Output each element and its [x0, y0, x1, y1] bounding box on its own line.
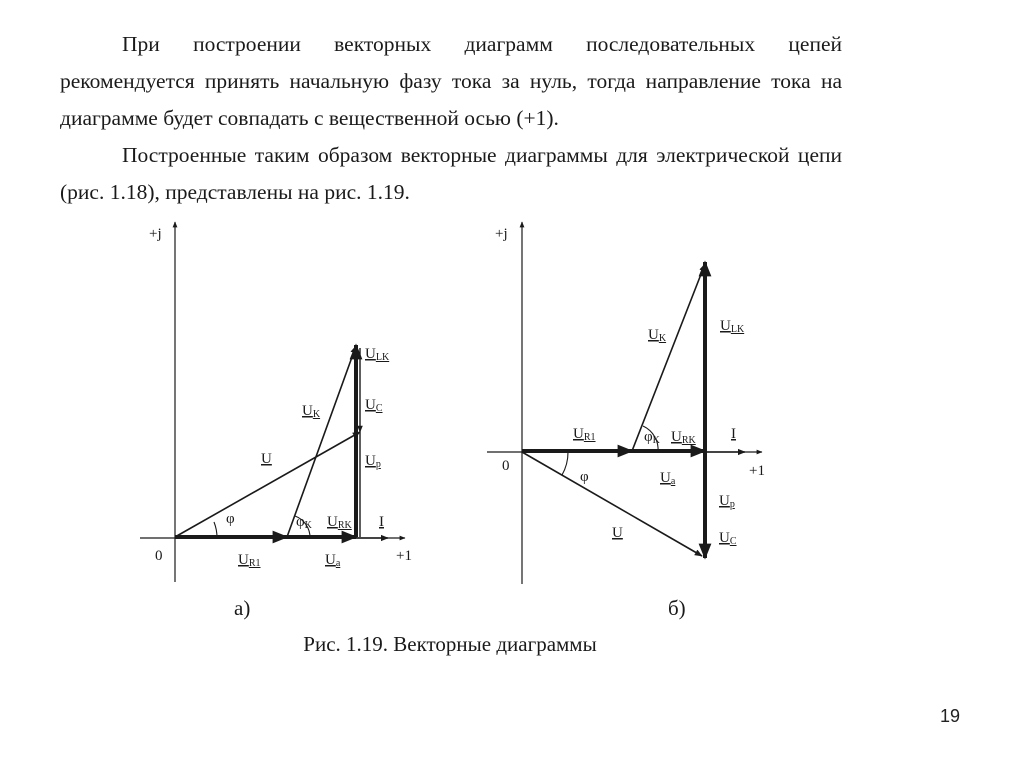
- label-ULK-b: ULK: [720, 318, 745, 335]
- label-Ua-b: Ua: [660, 470, 676, 487]
- phi-arc-b: [562, 452, 568, 475]
- label-phi-b: φ: [580, 469, 589, 485]
- diagram-b-labels: [495, 226, 765, 547]
- label-axis-1-b: +1: [749, 463, 765, 479]
- label-phiK-a: φK: [296, 514, 312, 531]
- paragraph-1: При построении векторных диаграмм последовательных цепей рекомендуется принять начальную фазу тока за нуль, тогда направление тока на диаграмме будет совпадать с вещественной осью (+1).: [60, 32, 842, 130]
- label-U-a: U: [261, 451, 272, 467]
- label-UC-a: UC: [365, 397, 383, 414]
- label-ULK-a: ULK: [365, 346, 390, 363]
- label-origin-a: 0: [155, 548, 163, 564]
- label-U-b: U: [612, 525, 623, 541]
- label-UR1-a: UR1: [238, 552, 261, 569]
- vector-UK-b: [632, 264, 705, 451]
- diagram-a-labels: [149, 226, 412, 569]
- label-UK-b: UK: [648, 327, 667, 344]
- label-UR1-b: UR1: [573, 426, 596, 443]
- label-phi-a: φ: [226, 511, 235, 527]
- label-axis-1-a: +1: [396, 548, 412, 564]
- label-Up-b: Up: [719, 493, 735, 510]
- label-Ua-a: Ua: [325, 552, 341, 569]
- label-origin-b: 0: [502, 458, 510, 474]
- figure-caption: Рис. 1.19. Векторные диаграммы: [303, 632, 597, 656]
- diagram-b-sublabel: б): [668, 596, 686, 620]
- label-I-b: I: [731, 426, 736, 442]
- label-URK-a: URK: [327, 514, 352, 531]
- label-URK-b: URK: [671, 429, 696, 446]
- page-number: 19: [940, 706, 961, 726]
- paragraph-2: Построенные таким образом векторные диаграммы для электрической цепи (рис. 1.18), представлены на рис. 1.19.: [60, 143, 842, 204]
- vector-UK-a: [287, 346, 356, 537]
- label-I-a: I: [379, 514, 384, 530]
- label-Up-a: Up: [365, 453, 381, 470]
- label-UK-a: UK: [302, 403, 321, 420]
- label-axis-j-b: +j: [495, 226, 508, 242]
- diagram-a-sublabel: а): [234, 596, 251, 620]
- label-UC-b: UC: [719, 530, 737, 547]
- label-axis-j-a: +j: [149, 226, 162, 242]
- label-phiK-b: φK: [644, 429, 660, 446]
